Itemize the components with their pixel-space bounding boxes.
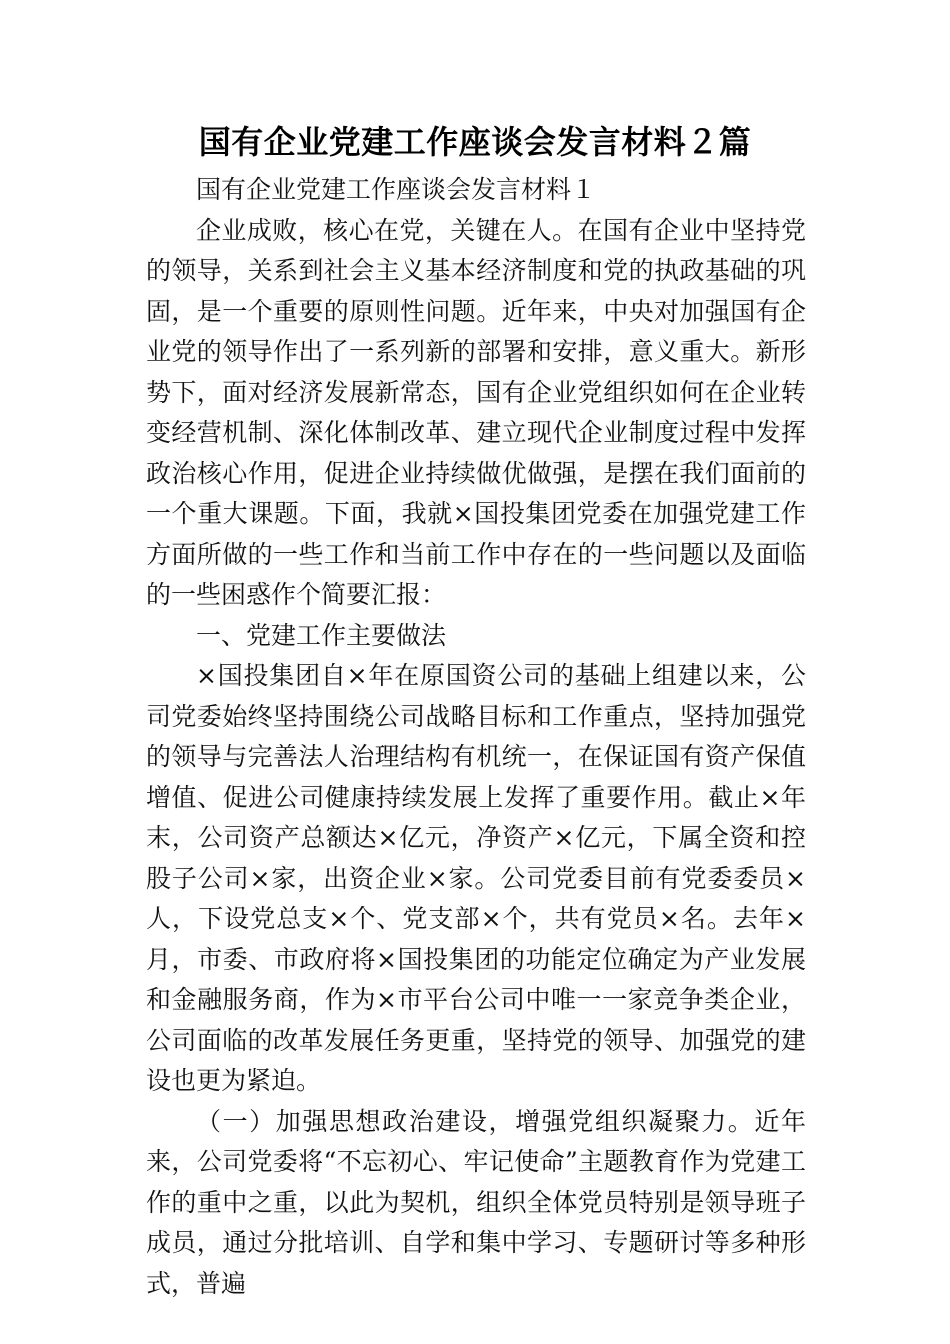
paragraph: ×国投集团自×年在原国资公司的基础上组建以来，公司党委始终坚持围绕公司战略目标和工作重点，坚持加强党的领导与完善法人治理结构有机统一，在保证国有资产保值增值、促进公司健康持续发展上发挥了重要作用。截止×年末，公司资产总额达×亿元，净资产×亿元，下属全资和控股子公司×家，出资企业×家。公司党委目前有党委委员×人，下设党总支×个、党支部×个，共有党员×名。去年×月，市委、市政府将×国投集团的功能定位确定为产业发展和金融服务商，作为×市平台公司中唯一一家竞争类企业，公司面临的改革发展任务更重，坚持党的领导、加强党的建设也更为紧迫。 — [146, 661, 806, 1095]
document-subtitle: 国有企业党建工作座谈会发言材料１ — [196, 175, 597, 204]
document-title: 国有企业党建工作座谈会发言材料２篇 — [198, 123, 752, 161]
paragraph: （一）加强思想政治建设，增强党组织凝聚力。近年来，公司党委将“不忘初心、牢记使命”主题教育作为党建工作的重中之重，以此为契机，组织全体党员特别是领导班子成员，通过分批培训、自学和集中学习、专题研讨等多种形式，普遍 — [146, 1106, 806, 1298]
document-body — [146, 170, 806, 1304]
paragraph: 企业成败，核心在党，关键在人。在国有企业中坚持党的领导，关系到社会主义基本经济制度和党的执政基础的巩固，是一个重要的原则性问题。近年来，中央对加强国有企业党的领导作出了一系列新的部署和安排，意义重大。新形势下，面对经济发展新常态，国有企业党组织如何在企业转变经营机制、深化体制改革、建立现代企业制度过程中发挥政治核心作用，促进企业持续做优做强，是摆在我们面前的一个重大课题。下面，我就×国投集团党委在加强党建工作方面所做的一些工作和当前工作中存在的一些问题以及面临的一些困惑作个简要汇报： — [146, 215, 806, 609]
section-heading: 一、党建工作主要做法 — [196, 620, 447, 650]
